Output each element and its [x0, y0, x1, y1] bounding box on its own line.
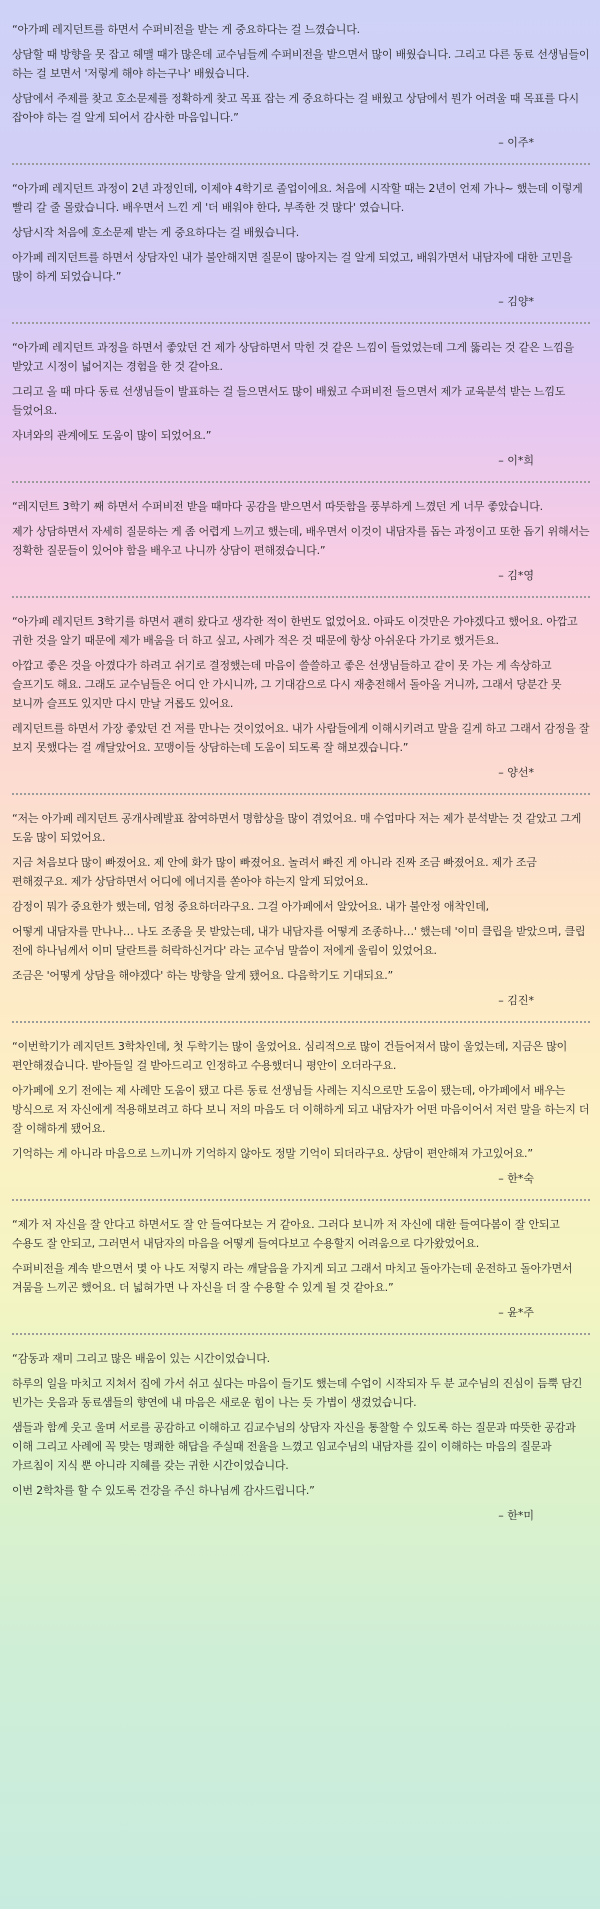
testimonial-paragraph: 감정이 뭐가 중요한가 했는데, 엄청 중요하더라구요. 그걸 아가페에서 알았어요. 내가 불안정 애착인데,: [12, 900, 489, 913]
testimonial-paragraph: “아가페 레지던트 3학기를 하면서 괜히 왔다고 생각한 적이 한번도 없었어요. 아파도 이것만은 가야겠다고 했어요. 아깝고 귀한 것을 알기 때문에 제가 배움을 더 하고 싶고, 사례가 적은 것 때문에 항상 아쉬운다 가기로 했거든요.: [12, 615, 578, 647]
divider: [12, 1333, 590, 1335]
testimonial-paragraph: 제가 상담하면서 자세히 질문하는 게 좀 어렵게 느끼고 했는데, 배우면서 이것이 내담자를 돕는 과정이고 또한 돕기 위해서는 정확한 질문들이 있어야 함을 배우고 나니까 상담이 편해졌습니다.”: [12, 525, 590, 557]
testimonial-author: – 김진*: [498, 994, 534, 1007]
testimonial-author: – 김*영: [498, 569, 534, 582]
testimonial-paragraph: “레지던트 3학기 째 하면서 수퍼비전 받을 때마다 공감을 받으면서 따뜻함을 풍부하게 느꼈던 게 너무 좋았습니다.: [12, 500, 543, 513]
testimonial-card: [12, 1037, 590, 1187]
testimonial-author: – 윤*주: [498, 1306, 534, 1319]
testimonial-paragraph: “아가페 레지던트를 하면서 수퍼비전을 받는 게 중요하다는 걸 느꼈습니다.: [12, 23, 360, 36]
testimonial-paragraph: “제가 저 자신을 잘 안다고 하면서도 잘 안 들여다보는 거 같아요. 그러다 보니까 저 자신에 대한 들여다봄이 잘 안되고 수용도 잘 안되고, 그러면서 내담자의 마음을 어떻게 들여다보고 수용할지 어려움으로 다가왔었어요.: [12, 1218, 560, 1250]
testimonial-paragraph: 아가페에 오기 전에는 제 사례만 도움이 됐고 다른 동료 선생님들 사례는 지식으로만 도움이 됐는데, 아가페에서 배우는 방식으로 저 자신에게 적용해보려고 하다 보니 저의 마음도 더 이해하게 되고 내담자가 어떤 마음이어서 저런 말을 하는지 더 잘 이해하게 됐어요.: [12, 1084, 590, 1135]
testimonial-paragraph: 기억하는 게 아니라 마음으로 느끼니까 기억하지 않아도 정말 기억이 되더라구요. 상담이 편안해져 가고있어요.”: [12, 1147, 533, 1160]
divider: [12, 481, 590, 483]
testimonial-card: [12, 338, 590, 469]
divider: [12, 322, 590, 324]
testimonial-card: [12, 497, 590, 584]
testimonial-paragraph: “저는 아가페 레지던트 공개사례발표 참여하면서 명함상을 많이 겪었어요. 매 수업마다 저는 제가 분석받는 것 같았고 그게 도움 많이 되었어요.: [12, 812, 582, 844]
testimonial-paragraph: 레지던트를 하면서 가장 좋았던 건 저를 만나는 것이었어요. 내가 사람들에게 이해시키려고 말을 길게 하고 그래서 감정을 잘 보지 못했다는 걸 깨달았어요. 꼬맹이들 상담하는데 도움이 되도록 잘 해보겠습니다.”: [12, 722, 590, 754]
testimonial-card: [12, 0, 590, 151]
testimonial-card: [12, 612, 590, 781]
testimonial-author: – 이주*: [498, 136, 534, 149]
divider: [12, 596, 590, 598]
testimonial-paragraph: 하루의 일을 마치고 지쳐서 집에 가서 쉬고 싶다는 마음이 들기도 했는데 수업이 시작되자 두 분 교수님의 진심이 듬뿍 담긴 빈가는 웃음과 동료샘들의 향연에 내 마음은 새로운 힘이 나는 듯 가볍이 생겼었습니다.: [12, 1377, 583, 1409]
testimonial-card: [12, 1215, 590, 1321]
testimonial-paragraph: 아깝고 좋은 것을 아꼈다가 하려고 쉬기로 결정했는데 마음이 쓸쓸하고 좋은 선생님들하고 같이 못 가는 게 속상하고 슬프기도 해요. 그래도 교수님들은 어디 안 가시니까, 그 기대감으로 다시 재충전해서 돌아올 거니까, 그래서 당분간 못 보니까 슬프도 있지만 다시 만날 거롭도 있어요.: [12, 659, 562, 710]
testimonial-paragraph: 상담에서 주제를 찾고 호소문제를 정확하게 찾고 목표 잡는 게 중요하다는 걸 배웠고 상담에서 뭔가 어려울 때 목표를 다시 잡아야 하는 걸 알게 되어서 감사한 마음입니다.”: [12, 92, 579, 124]
testimonial-paragraph: 조금은 '어떻게 상담을 해야겠다' 하는 방향을 알게 됐어요. 다음학기도 기대되요.”: [12, 969, 394, 982]
testimonial-paragraph: “아가페 레지던트 과정이 2년 과정인데, 이제야 4학기로 졸업이에요. 처음에 시작할 때는 2년이 언제 가나~ 했는데 이렇게 빨리 갈 줄 몰랐습니다. 배우면서 느낀 게 '더 배워야 한다, 부족한 것 많다' 였습니다.: [12, 182, 583, 214]
testimonial-paragraph: “이번학기가 레지던트 3학차인데, 첫 두학기는 많이 울었어요. 심리적으로 많이 건들어져서 많이 울었는데, 지금은 많이 편안해졌습니다. 받아들일 걸 받아드리고 인정하고 수용했더니 평안이 오더라구요.: [12, 1040, 568, 1072]
testimonial-paragraph: 상담시작 처음에 호소문제 받는 게 중요하다는 걸 배웠습니다.: [12, 226, 300, 239]
testimonial-card: [12, 809, 590, 1009]
testimonial-paragraph: “감동과 재미 그리고 많은 배움이 있는 시간이었습니다.: [12, 1352, 270, 1365]
testimonial-paragraph: 아가페 레지던트를 하면서 상담자인 내가 불안해지면 질문이 많아지는 걸 알게 되었고, 배워가면서 내담자에 대한 고민을 많이 하게 되었습니다.”: [12, 251, 573, 283]
testimonial-author: – 한*미: [498, 1509, 534, 1522]
testimonial-paragraph: 자녀와의 관계에도 도움이 많이 되었어요.”: [12, 429, 212, 442]
testimonial-author: – 이*희: [498, 454, 534, 467]
divider: [12, 1199, 590, 1201]
testimonial-paragraph: 샘들과 함께 웃고 울며 서로를 공감하고 이해하고 김교수님의 상담자 자신을 통찰할 수 있도록 하는 질문과 따뜻한 공감과 이해 그리고 사례에 꼭 맞는 명쾌한 해답을 주실때 전율을 느꼈고 임교수님의 내담자를 깊이 이해하는 마음의 질문과 가르침이 지식 뿐 아니라 지혜를 갖는 귀한 시간이었습니다.: [12, 1421, 576, 1472]
divider: [12, 163, 590, 165]
testimonial-paragraph: 이번 2학차를 할 수 있도록 건강을 주신 하나님께 감사드립니다.”: [12, 1484, 315, 1497]
testimonial-card: [12, 1349, 590, 1524]
testimonial-author: – 양선*: [498, 766, 534, 779]
divider: [12, 793, 590, 795]
testimonial-paragraph: 지금 처음보다 많이 빠졌어요. 제 안에 화가 많이 빠졌어요. 놀려서 빠진 게 아니라 진짜 조금 빠졌어요. 제가 조금 편해졌구요. 제가 상담하면서 어디에 에너지를 쏟아야 하는지 알게 되었어요.: [12, 856, 537, 888]
divider: [12, 1021, 590, 1023]
testimonial-paragraph: 그리고 올 때 마다 동료 선생님들이 발표하는 걸 들으면서도 많이 배웠고 수퍼비전 들으면서 제가 교육분석 받는 느낌도 들었어요.: [12, 385, 566, 417]
testimonial-paragraph: 수퍼비전을 계속 받으면서 몇 아 나도 저렇지 라는 깨달음을 가지게 되고 그래서 마치고 돌아가는데 운전하고 돌아가면서 겨뭄을 느끼곤 했어요. 더 넓혀가면 나 자신을 더 잘 수용할 수 있게 될 것 같아요.”: [12, 1262, 573, 1294]
testimonial-card: [12, 179, 590, 310]
testimonial-author: – 한*숙: [498, 1172, 534, 1185]
testimonial-author: – 김양*: [498, 295, 534, 308]
testimonial-paragraph: 상담할 때 방향을 못 잡고 헤맬 때가 많은데 교수님들께 수퍼비전을 받으면서 많이 배웠습니다. 그리고 다른 동료 선생님들이 하는 걸 보면서 '저렇게 해야 하는구나' 배웠습니다.: [12, 48, 590, 80]
testimonial-paragraph: 어떻게 내담자를 만나나… 나도 조종을 못 받았는데, 내가 내담자를 어떻게 조종하나…' 했는데 '이미 클립을 받았으며, 클립 전에 하나님께서 이미 달란트를 허락하신거다' 라는 교수님 말씀이 저에게 울림이 있었어요.: [12, 925, 586, 957]
testimonial-paragraph: “아가페 레지던트 과정을 하면서 좋았던 건 제가 상담하면서 막힌 것 같은 느낌이 들었었는데 그게 뚫리는 것 같은 느낌을 받았고 시정이 넓어지는 경험을 한 것 같아요.: [12, 341, 574, 373]
